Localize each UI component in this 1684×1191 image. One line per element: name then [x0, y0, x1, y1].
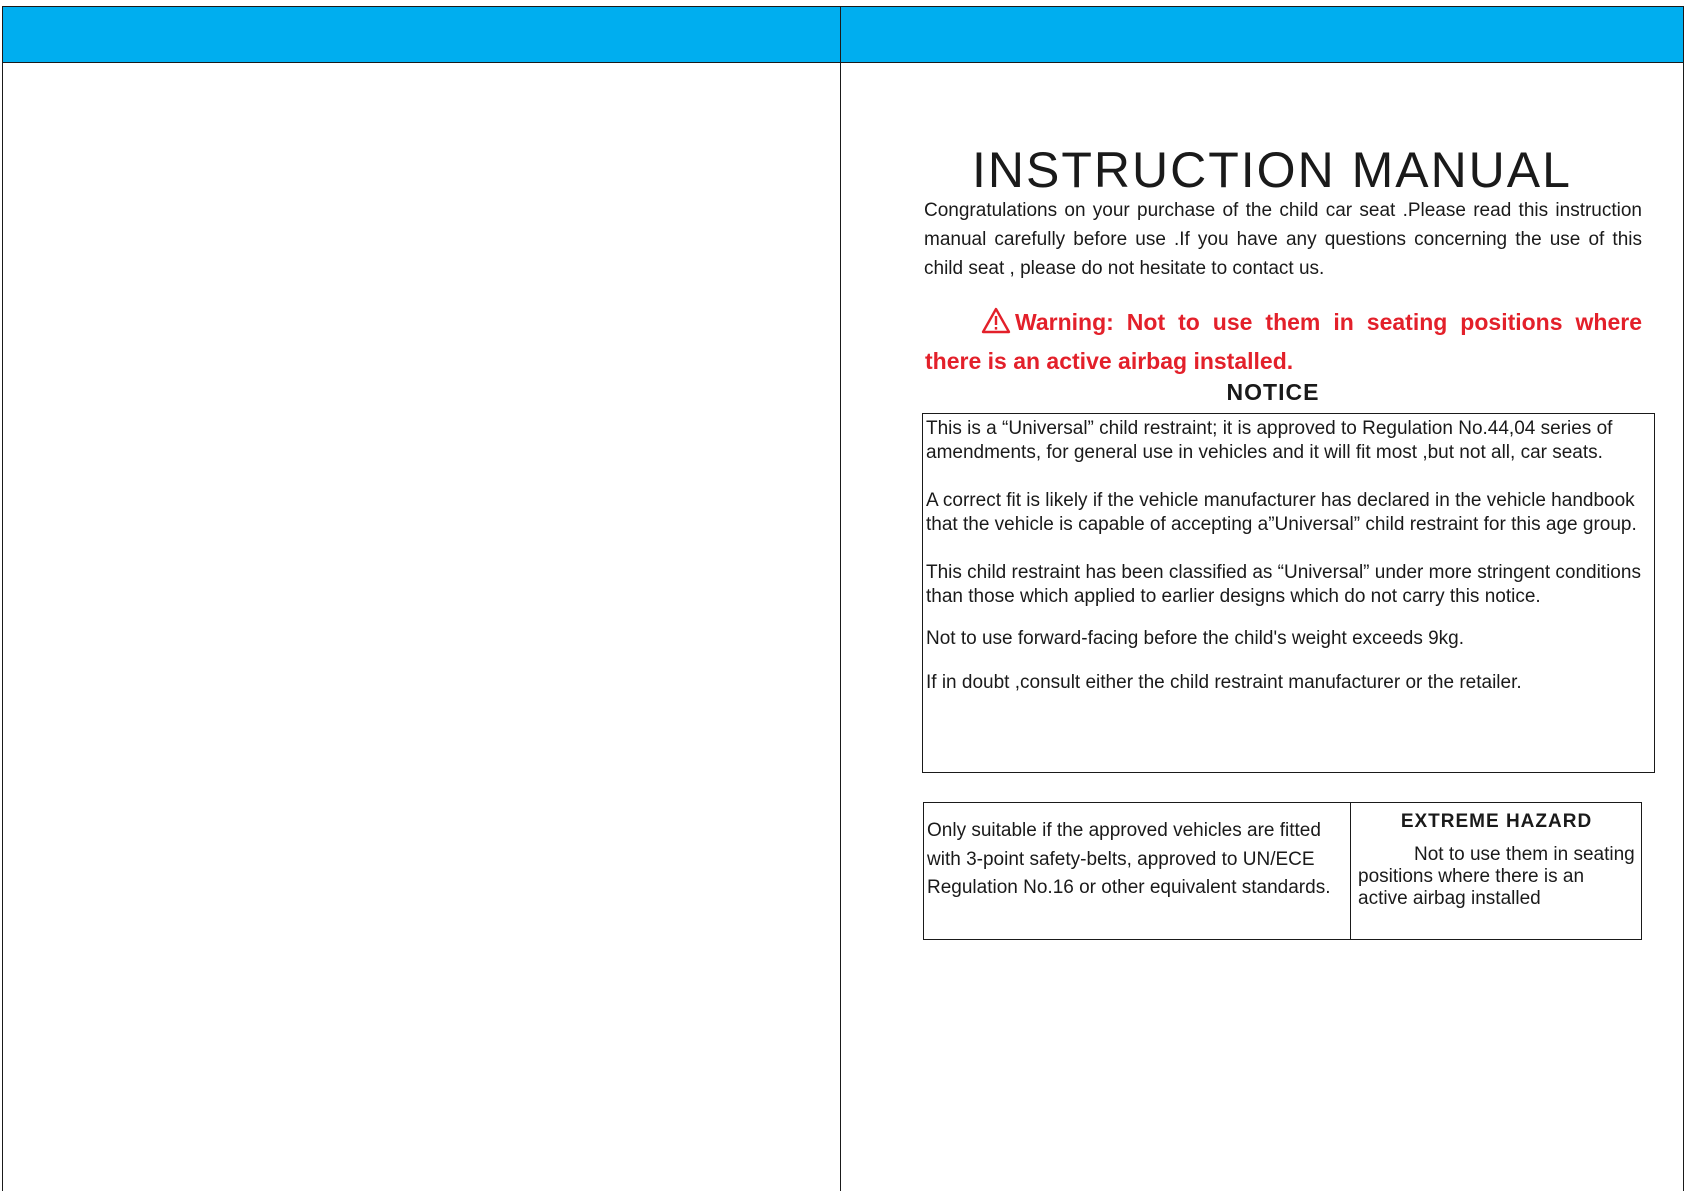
left-header-band	[3, 7, 840, 63]
right-header-band	[841, 7, 1683, 63]
airbag-warning	[925, 305, 1642, 379]
notice-heading: NOTICE	[1226, 379, 1320, 405]
hazard-title: EXTREME HAZARD	[1400, 811, 1593, 832]
notice-paragraph: Not to use forward-facing before the child's weight exceeds 9kg.	[926, 628, 1465, 649]
suitability-table	[923, 802, 1642, 940]
notice-paragraph: A correct fit is likely if the vehicle manufacturer has declared in the vehicle handbook that the vehicle is capable of accepting a”Universal” child restraint for this age group.	[926, 490, 1637, 535]
notice-paragraph: This is a “Universal” child restraint; it is approved to Regulation No.44,04 series of amendments, for general use in vehicles and it will fit most ,but not all, car seats.	[926, 418, 1613, 463]
warning-triangle-icon	[953, 307, 1011, 344]
notice-paragraph: If in doubt ,consult either the child restraint manufacturer or the retailer.	[926, 672, 1522, 693]
notice-paragraph: This child restraint has been classified as “Universal” under more stringent conditions than those which applied to earlier designs which do not carry this notice.	[926, 562, 1641, 607]
left-page	[2, 6, 841, 1191]
suitability-text: Only suitable if the approved vehicles are fitted with 3-point safety-belts, approved to UN/ECE Regulation No.16 or other equivalent standards.	[924, 803, 1351, 939]
hazard-text: Not to use them in seating positions where there is an active airbag installed	[1358, 844, 1635, 909]
right-page	[840, 6, 1684, 1191]
warning-text: Warning: Not to use them in seating positions where there is an active airbag installed.	[925, 309, 1642, 374]
hazard-cell	[1351, 803, 1641, 939]
notice-box	[922, 413, 1655, 773]
manual-title: INSTRUCTION MANUAL	[972, 142, 1572, 198]
intro-paragraph: Congratulations on your purchase of the child car seat .Please read this instruction manual carefully before use .If you have any questions concerning the use of this child seat , please do not hesitate to contact us.	[924, 200, 1642, 279]
